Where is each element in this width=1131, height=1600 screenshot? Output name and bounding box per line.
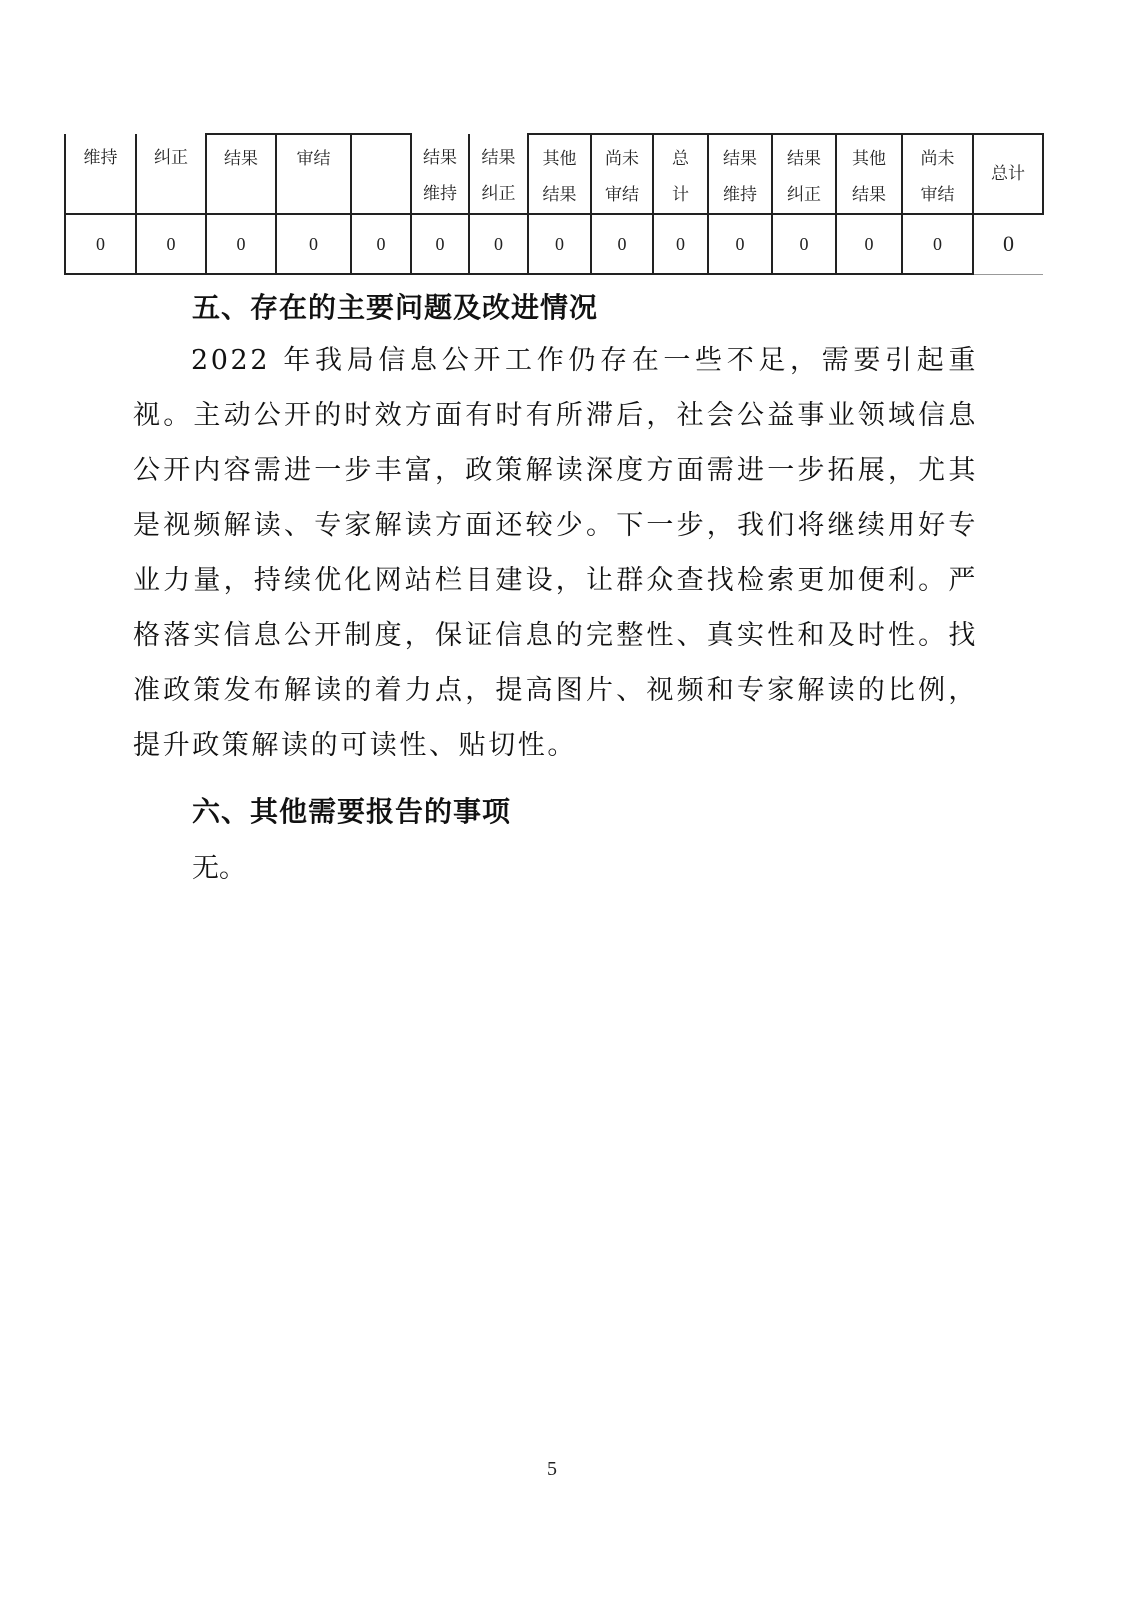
header-cell: 其他 结果: [836, 134, 902, 214]
section-6-body: 无。: [192, 853, 246, 884]
header-cell: [351, 134, 411, 214]
value-cell: 0: [772, 214, 836, 274]
value-cell: 0: [528, 214, 591, 274]
value-cell: 0: [276, 214, 351, 274]
statistics-table: [64, 133, 1044, 275]
section-6-heading: 六、其他需要报告的事项: [192, 795, 512, 828]
header-cell: 审结: [276, 134, 351, 214]
header-cell: 结果: [206, 134, 276, 214]
value-cell-total: 0: [973, 214, 1043, 274]
value-cell: 0: [411, 214, 469, 274]
value-cell: 0: [206, 214, 276, 274]
header-cell: 其他 结果: [528, 134, 591, 214]
value-cell: 0: [836, 214, 902, 274]
value-cell: 0: [708, 214, 772, 274]
header-cell: 结果 纠正: [772, 134, 836, 214]
header-cell: 维持: [65, 134, 136, 214]
section-5-body: 2022 年我局信息公开工作仍存在一些不足，需要引起重视。主动公开的时效方面有时有所滞后，社会公益事业领域信息公开内容需进一步丰富，政策解读深度方面需进一步拓展，尤其是视频解读、专家解读方面还较少。下一步，我们将继续用好专业力量，持续优化网站栏目建设，让群众查找检索更加便利。严格落实信息公开制度，保证信息的完整性、真实性和及时性。找准政策发布解读的着力点，提高图片、视频和专家解读的比例，提升政策解读的可读性、贴切性。: [133, 345, 978, 761]
page-number: 5: [547, 1458, 557, 1480]
header-cell: 纠正: [136, 134, 206, 214]
value-cell: 0: [136, 214, 206, 274]
value-cell: 0: [902, 214, 973, 274]
section-5-heading: 五、存在的主要问题及改进情况: [192, 291, 599, 324]
header-cell-total: 总计: [973, 134, 1043, 214]
value-cell: 0: [351, 214, 411, 274]
table-header-row: [65, 134, 1043, 214]
header-cell: 总 计: [653, 134, 708, 214]
header-cell: 尚未 审结: [902, 134, 973, 214]
value-cell: 0: [653, 214, 708, 274]
header-cell: 尚未 审结: [591, 134, 653, 214]
value-cell: 0: [65, 214, 136, 274]
header-cell: 结果 纠正: [469, 134, 528, 214]
header-cell: 结果 维持: [708, 134, 772, 214]
value-cell: 0: [469, 214, 528, 274]
table-value-row: [65, 214, 1043, 274]
header-cell: 结果 维持: [411, 134, 469, 214]
value-cell: 0: [591, 214, 653, 274]
